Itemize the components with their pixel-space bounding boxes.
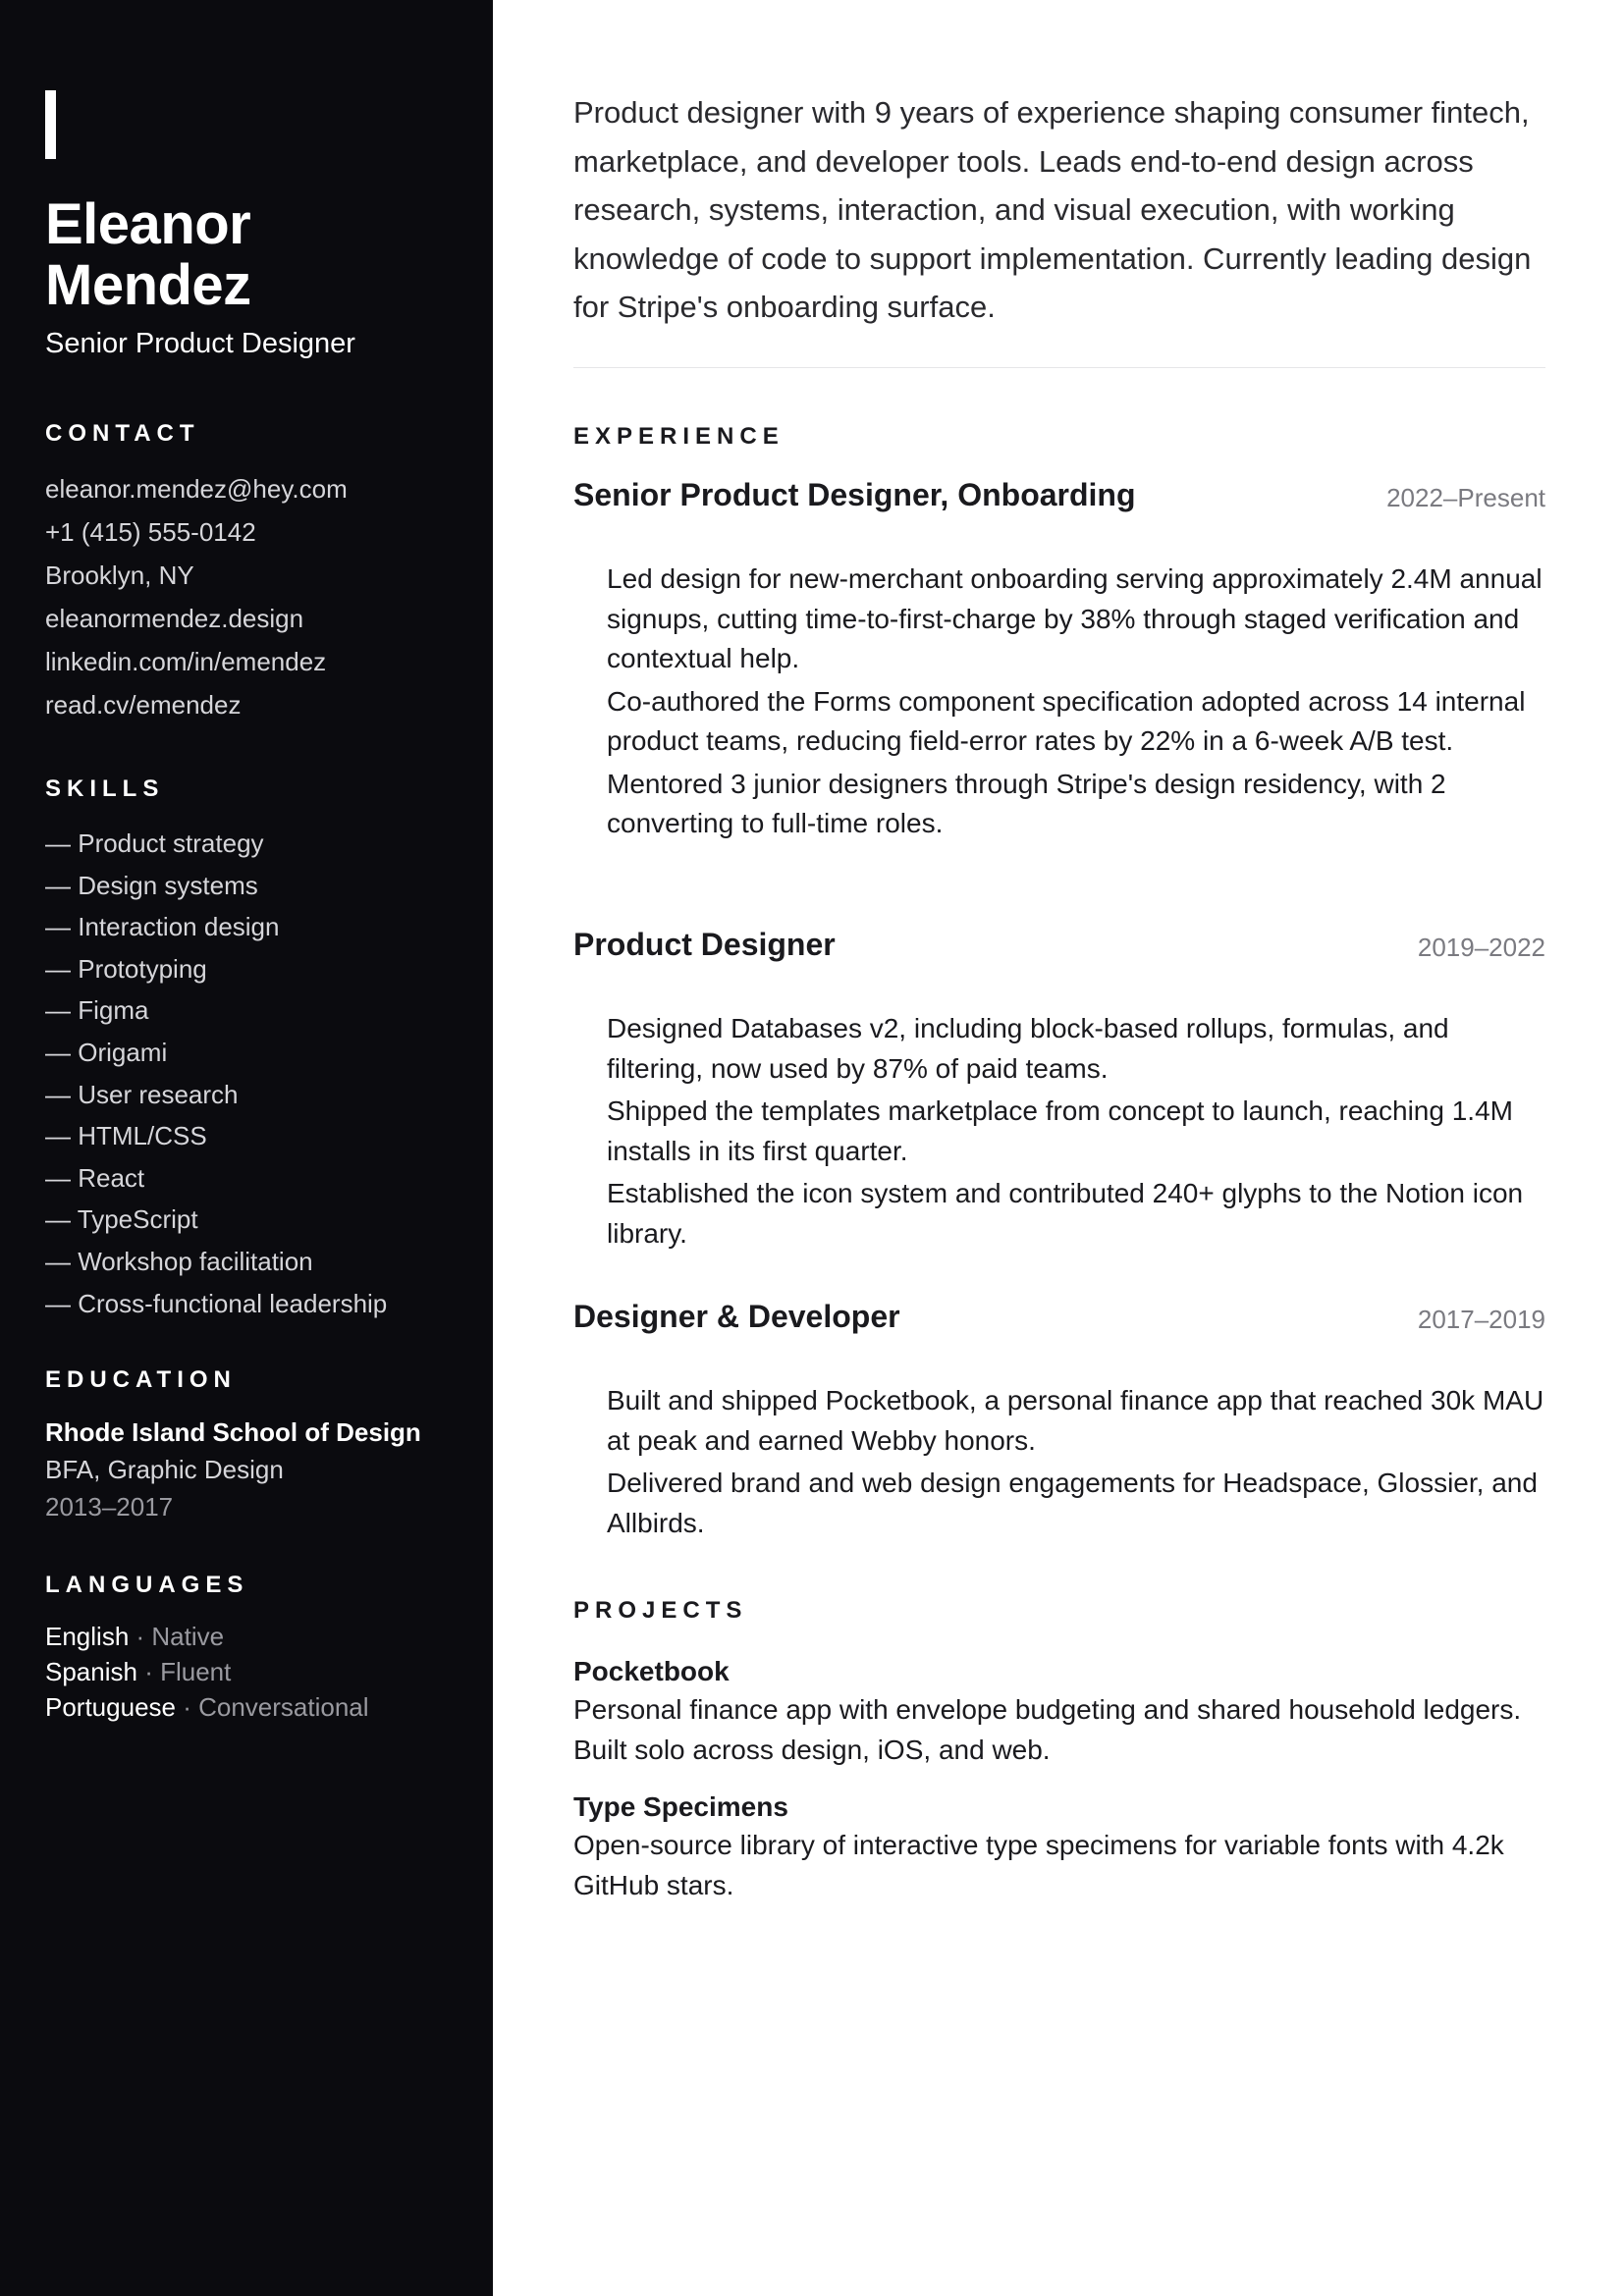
contact-website[interactable]: eleanormendez.design <box>45 604 304 633</box>
education-section <box>45 1366 477 1525</box>
skills-list <box>45 823 477 1324</box>
job-bullets <box>573 560 1545 844</box>
job-bullet: Shipped the templates marketplace from concept to launch, reaching 1.4M installs in its first quarter. <box>607 1095 1513 1166</box>
project-description: Open-source library of interactive type specimens for variable fonts with 4.2k GitHub stars. <box>573 1830 1504 1900</box>
job-header <box>573 927 1545 970</box>
skill-item: — Design systems <box>45 870 258 900</box>
job-entry <box>573 477 1545 847</box>
skill-item: — Product strategy <box>45 828 264 858</box>
language-level: · Conversational <box>175 1692 369 1722</box>
job-bullet: Established the icon system and contributed 240+ glyphs to the Notion icon library. <box>607 1178 1524 1249</box>
job-entry <box>573 927 1545 1256</box>
job-header <box>573 477 1545 520</box>
contact-linkedin[interactable]: linkedin.com/in/emendez <box>45 647 327 676</box>
job-bullet: Led design for new-merchant onboarding serving approximately 2.4M annual signups, cutting time-to-first-charge by 38% through staged verification and contextual help. <box>607 563 1543 673</box>
candidate-role: Senior Product Designer <box>45 328 355 359</box>
contact-section <box>45 420 477 726</box>
job-title: Senior Product Designer, Onboarding <box>573 477 1136 512</box>
skill-item: — HTML/CSS <box>45 1121 207 1151</box>
education-years: 2013–2017 <box>45 1492 174 1522</box>
experience-heading: EXPERIENCE <box>573 423 785 450</box>
languages-heading: LANGUAGES <box>45 1572 249 1598</box>
skill-item: — Origami <box>45 1037 168 1067</box>
projects-heading: PROJECTS <box>573 1597 748 1624</box>
skill-item: — React <box>45 1162 145 1193</box>
language-level: · Fluent <box>136 1657 232 1686</box>
contact-list <box>45 467 477 726</box>
language-row <box>45 1689 477 1725</box>
job-dates: 2022–Present <box>1386 483 1545 512</box>
skill-item: — User research <box>45 1079 239 1109</box>
skill-item: — Cross-functional leadership <box>45 1288 388 1318</box>
skill-item: — Figma <box>45 995 149 1026</box>
skills-section <box>45 775 477 1324</box>
contact-phone[interactable]: +1 (415) 555-0142 <box>45 517 256 547</box>
job-title: Designer & Developer <box>573 1299 900 1334</box>
contact-email[interactable]: eleanor.mendez@hey.com <box>45 474 348 504</box>
job-bullet: Built and shipped Pocketbook, a personal finance app that reached 30k MAU at peak and earned Webby honors. <box>607 1385 1544 1456</box>
job-bullet: Mentored 3 junior designers through Stripe's design residency, with 2 converting to full-time roles. <box>607 768 1446 838</box>
contact-heading: CONTACT <box>45 420 200 447</box>
job-bullets <box>573 1381 1545 1543</box>
language-row <box>45 1619 477 1654</box>
job-bullet: Designed Databases v2, including block-based rollups, formulas, and filtering, now used by 87% of paid teams. <box>607 1013 1449 1084</box>
contact-readcv[interactable]: read.cv/emendez <box>45 690 242 720</box>
contact-location: Brooklyn, NY <box>45 561 194 590</box>
language-name: Spanish <box>45 1657 137 1686</box>
summary-divider <box>573 367 1545 368</box>
project-description: Personal finance app with envelope budgeting and shared household ledgers. Built solo across design, iOS, and web. <box>573 1694 1522 1765</box>
skill-item: — Prototyping <box>45 953 207 984</box>
job-bullet: Co-authored the Forms component specification adopted across 14 internal product teams, reducing field-error rates by 22% in a 6-week A/B test. <box>607 685 1526 756</box>
language-level: · Native <box>129 1622 225 1651</box>
job-title: Product Designer <box>573 927 836 962</box>
project-entry <box>573 1789 1545 1905</box>
language-row <box>45 1654 477 1689</box>
candidate-name: Eleanor Mendez <box>45 192 251 317</box>
accent-bar <box>45 90 56 159</box>
skill-item: — TypeScript <box>45 1204 198 1235</box>
job-entry <box>573 1299 1545 1546</box>
language-name: English <box>45 1622 130 1651</box>
project-entry <box>573 1653 1545 1770</box>
job-header <box>573 1299 1545 1342</box>
skill-item: — Interaction design <box>45 912 280 942</box>
job-dates: 2019–2022 <box>1417 933 1545 962</box>
education-school: Rhode Island School of Design <box>45 1417 421 1447</box>
project-name: Type Specimens <box>573 1791 788 1822</box>
education-heading: EDUCATION <box>45 1366 237 1393</box>
skills-heading: SKILLS <box>45 775 165 802</box>
skill-item: — Workshop facilitation <box>45 1246 313 1276</box>
job-bullets <box>573 1009 1545 1254</box>
languages-section <box>45 1572 477 1725</box>
project-name: Pocketbook <box>573 1656 730 1686</box>
education-degree: BFA, Graphic Design <box>45 1455 284 1484</box>
sidebar <box>0 0 493 2296</box>
professional-summary: Product designer with 9 years of experience shaping consumer fintech, marketplace, and developer tools. Leads end-to-end design across research, systems, interaction, and visual execution, with working knowledge of code to support implementation. Currently leading design for Stripe's onboarding surface. <box>573 95 1532 324</box>
job-dates: 2017–2019 <box>1417 1305 1545 1334</box>
job-bullet: Delivered brand and web design engagements for Headspace, Glossier, and Allbirds. <box>607 1468 1538 1538</box>
language-name: Portuguese <box>45 1692 176 1722</box>
